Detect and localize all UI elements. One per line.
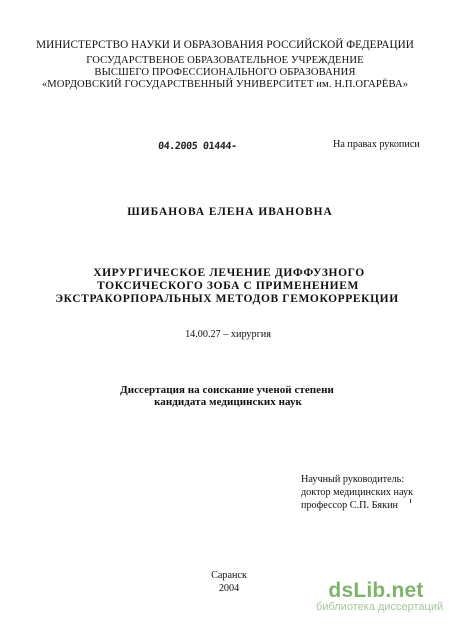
institution-line-1: ГОСУДАРСТВЕНОЕ ОБРАЗОВАТЕЛЬНОЕ УЧРЕЖДЕНИЕ (86, 55, 364, 66)
dslib-watermark[interactable] (316, 579, 444, 620)
author-name: ШИБАНОВА ЕЛЕНА ИВАНОВНА (127, 206, 333, 218)
rights-note: На правах рукописи (333, 139, 420, 150)
thesis-title-line-2: ТОКСИЧЕСКОГО ЗОБА С ПРИМЕНЕНИЕМ (97, 280, 359, 292)
supervisor-name: профессор С.П. Бякин (301, 500, 398, 511)
registration-number: 04.2005 01444- (157, 141, 238, 152)
institution-line-2: ВЫСШЕГО ПРОФЕССИОНАЛЬНОГО ОБРАЗОВАНИЯ (94, 67, 356, 78)
specialty-code: 14.00.27 – хирургия (185, 329, 271, 340)
signature-mark (410, 499, 411, 503)
supervisor-label: Научный руководитель: (301, 474, 405, 485)
watermark-logo: dsLib.net (328, 579, 424, 602)
thesis-title-line-1: ХИРУРГИЧЕСКОЕ ЛЕЧЕНИЕ ДИФФУЗНОГО (93, 267, 365, 279)
year: 2004 (218, 583, 240, 594)
institution-line-3: «МОРДОВСКИЙ ГОСУДАРСТВЕННЫЙ УНИВЕРСИТЕТ им. Н.П.ОГАРЁВА» (41, 79, 409, 90)
dissertation-line-1: Диссертация на соискание ученой степени (120, 384, 334, 396)
supervisor-degree: доктор медицинских наук (301, 487, 414, 498)
ministry-heading: МИНИСТЕРСТВО НАУКИ И ОБРАЗОВАНИЯ РОССИЙСКОЙ ФЕДЕРАЦИИ (36, 39, 414, 51)
city: Саранск (211, 570, 247, 581)
dissertation-line-2: кандидата медицинских наук (154, 396, 302, 408)
thesis-title-line-3: ЭКСТРАКОРПОРАЛЬНЫХ МЕТОДОВ ГЕМОКОРРЕКЦИИ (55, 293, 399, 305)
watermark-tagline: библиотека диссертаций (316, 601, 444, 613)
